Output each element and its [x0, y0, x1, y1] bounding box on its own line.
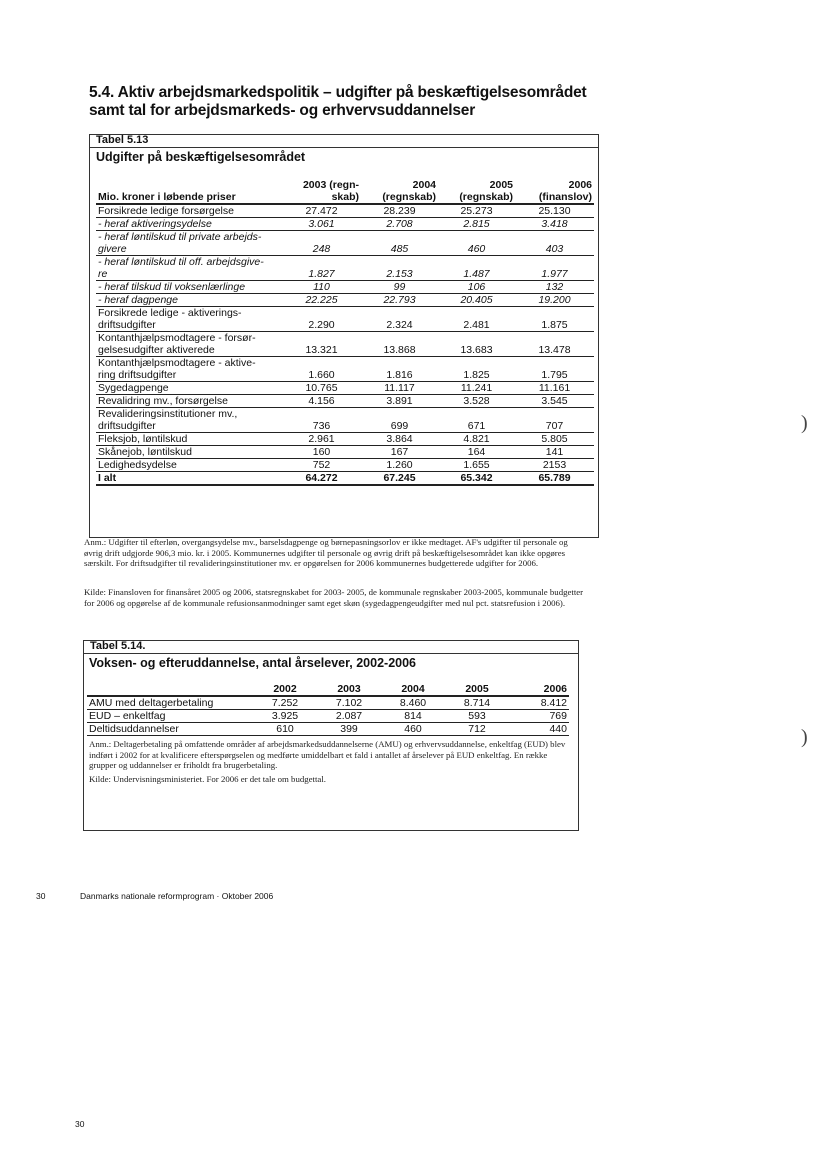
cell-value: 1.875: [515, 307, 594, 332]
table-header-row: [96, 179, 594, 204]
cell-value: 141: [515, 446, 594, 459]
cell-value: 460: [438, 231, 515, 256]
cell-value: 27.472: [282, 204, 361, 218]
section-title: 5.4. Aktiv arbejdsmarkedspolitik – udgifter på beskæftigelsesområdet samt tal for arbejdsmarkeds- og erhvervsuddannelser: [89, 84, 587, 119]
cell-value: 2.290: [282, 307, 361, 332]
row-label: Ledighedsydelse: [96, 459, 282, 472]
cell-value: 25.273: [438, 204, 515, 218]
row-label: - heraf tilskud til voksenlærlinge: [96, 281, 282, 294]
header-col-2005: 2005 (regnskab): [438, 179, 515, 204]
table-row: [87, 696, 569, 710]
cell-value: 11.161: [515, 382, 594, 395]
cell-value: 65.342: [438, 472, 515, 486]
row-label: Fleksjob, løntilskud: [96, 433, 282, 446]
cell-value: 99: [361, 281, 438, 294]
table-row: [96, 446, 594, 459]
table-row: [96, 332, 594, 357]
table-row: [96, 357, 594, 382]
row-label: Kontanthjælpsmodtagere - forsør- gelsesudgifter aktiverede: [96, 332, 282, 357]
cell-value: 1.260: [361, 459, 438, 472]
row-label: - heraf løntilskud til private arbejds- givere: [96, 231, 282, 256]
header-col-2005: 2005: [445, 683, 509, 696]
cell-value: 3.925: [253, 710, 317, 723]
cell-value: 10.765: [282, 382, 361, 395]
row-label: Deltidsuddannelser: [87, 723, 253, 736]
cell-value: 19.200: [515, 294, 594, 307]
table-row: [87, 710, 569, 723]
cell-value: 11.117: [361, 382, 438, 395]
cell-value: 8.714: [445, 696, 509, 710]
cell-value: 11.241: [438, 382, 515, 395]
cell-value: 4.821: [438, 433, 515, 446]
cell-value: 8.412: [509, 696, 569, 710]
row-label: Revalidring mv., forsørgelse: [96, 395, 282, 408]
cell-value: 20.405: [438, 294, 515, 307]
cell-value: 110: [282, 281, 361, 294]
row-label: Kontanthjælpsmodtagere - aktive- ring driftsudgifter: [96, 357, 282, 382]
cell-value: 13.478: [515, 332, 594, 357]
header-col-2003: 2003 (regn- skab): [282, 179, 361, 204]
cell-value: 106: [438, 281, 515, 294]
header-col-2003: 2003: [317, 683, 381, 696]
row-label: - heraf dagpenge: [96, 294, 282, 307]
cell-value: 13.868: [361, 332, 438, 357]
cell-value: 2153: [515, 459, 594, 472]
cell-value: 403: [515, 231, 594, 256]
cell-value: 248: [282, 231, 361, 256]
cell-value: 2.153: [361, 256, 438, 281]
cell-value: 752: [282, 459, 361, 472]
cell-value: 7.102: [317, 696, 381, 710]
cell-value: 2.815: [438, 218, 515, 231]
row-label: - heraf aktiveringsydelse: [96, 218, 282, 231]
header-col-2006: 2006 (finanslov): [515, 179, 594, 204]
header-rowlabel: Mio. kroner i løbende priser: [96, 179, 282, 204]
cell-value: 3.891: [361, 395, 438, 408]
cell-value: 13.321: [282, 332, 361, 357]
expenditure-table: [96, 179, 594, 486]
cell-value: 1.795: [515, 357, 594, 382]
cell-value: 2.961: [282, 433, 361, 446]
table-row: [96, 281, 594, 294]
margin-paren-mark: ): [801, 726, 808, 748]
page-number-bottom: 30: [75, 1119, 85, 1129]
cell-value: 712: [445, 723, 509, 736]
cell-value: 8.460: [381, 696, 445, 710]
table-5-13-header-rule: [89, 147, 598, 148]
footer-text: Danmarks nationale reformprogram · Oktober 2006: [80, 891, 274, 901]
cell-value: 2.481: [438, 307, 515, 332]
header-col-2004: 2004 (regnskab): [361, 179, 438, 204]
table-5-13-label: Tabel 5.13: [96, 134, 149, 146]
cell-value: 814: [381, 710, 445, 723]
cell-value: 1.660: [282, 357, 361, 382]
table-row: [96, 294, 594, 307]
cell-value: 160: [282, 446, 361, 459]
table-row: [96, 307, 594, 332]
cell-value: 1.655: [438, 459, 515, 472]
table-5-13-note: Anm.: Udgifter til efterløn, overgangsydelse mv., barselsdagpenge og børnepasningsorlov er ikke medtaget. AF's udgifter til personale og øvrig drift udgjorde 906,3 mio. kr. i 2005. Kommunernes udgifter til personale og øvrig drift på beskæftigelsesområdet kan ikke opgøres særskilt. For driftsudgifter til revalideringsinstitutioner mv. er opgørelsen for 2006 kommunernes budgetterede udgifter for 2006.: [84, 537, 568, 569]
table-row: [96, 459, 594, 472]
table-row: [96, 433, 594, 446]
table-row: [96, 382, 594, 395]
row-label: Skånejob, løntilskud: [96, 446, 282, 459]
cell-value: 25.130: [515, 204, 594, 218]
cell-value: 132: [515, 281, 594, 294]
cell-value: 671: [438, 408, 515, 433]
table-5-14-source: Kilde: Undervisningsministeriet. For 2006 er det tale om budgettal.: [89, 774, 326, 784]
table-5-14-header-rule: [83, 653, 578, 654]
table-row: [96, 218, 594, 231]
cell-value: 67.245: [361, 472, 438, 486]
table-header-row: [87, 683, 569, 696]
table-5-14-note: Anm.: Deltagerbetaling på omfattende områder af arbejdsmarkedsuddannelserne (AMU) og erhvervsuddannelse, enkeltfag (EUD) blev indført i 2002 for at kvalificere efterspørgselen og medførte umiddelbart et fald i antallet af årselever på EUD enkeltfag. En række grupper og uddannelser er friholdt fra brugerbetaling.: [89, 739, 566, 771]
table-5-13-source: Kilde: Finansloven for finansåret 2005 og 2006, statsregnskabet for 2003- 2005, de kommunale regnskaber 2003-2005, kommunale budgetter for 2006 og opgørelse af de kommunale refusionsanmodninger samt eget skøn (sygedagpengeudgifter med nul pct. statsrefusion i 2006).: [84, 587, 584, 608]
table-row: [96, 231, 594, 256]
cell-value: 2.087: [317, 710, 381, 723]
cell-value: 28.239: [361, 204, 438, 218]
cell-value: 736: [282, 408, 361, 433]
cell-value: 440: [509, 723, 569, 736]
margin-paren-mark: ): [801, 412, 808, 434]
cell-value: 485: [361, 231, 438, 256]
table-5-14-title: Voksen- og efteruddannelse, antal årselever, 2002-2006: [89, 656, 417, 670]
cell-value: 1.827: [282, 256, 361, 281]
cell-value: 3.864: [361, 433, 438, 446]
cell-value: 699: [361, 408, 438, 433]
row-label: Forsikrede ledige - aktiverings- driftsudgifter: [96, 307, 282, 332]
footer-page-number: 30: [36, 891, 46, 901]
row-label: Forsikrede ledige forsørgelse: [96, 204, 282, 218]
table-row: [87, 723, 569, 736]
cell-value: 167: [361, 446, 438, 459]
cell-value: 65.789: [515, 472, 594, 486]
cell-value: 22.225: [282, 294, 361, 307]
cell-value: 3.418: [515, 218, 594, 231]
row-label: Revalideringsinstitutioner mv., driftsudgifter: [96, 408, 282, 433]
header-col-2004: 2004: [381, 683, 445, 696]
cell-value: 3.545: [515, 395, 594, 408]
cell-value: 2.708: [361, 218, 438, 231]
cell-value: 64.272: [282, 472, 361, 486]
table-row: [96, 204, 594, 218]
row-label: Sygedagpenge: [96, 382, 282, 395]
cell-value: 707: [515, 408, 594, 433]
cell-value: 3.061: [282, 218, 361, 231]
total-row: [96, 472, 594, 486]
cell-value: 2.324: [361, 307, 438, 332]
cell-value: 22.793: [361, 294, 438, 307]
cell-value: 769: [509, 710, 569, 723]
cell-value: 1.816: [361, 357, 438, 382]
table-row: [96, 395, 594, 408]
cell-value: 399: [317, 723, 381, 736]
cell-value: 164: [438, 446, 515, 459]
cell-value: 3.528: [438, 395, 515, 408]
row-label: - heraf løntilskud til off. arbejdsgive- re: [96, 256, 282, 281]
table-row: [96, 408, 594, 433]
table-5-14-label: Tabel 5.14.: [90, 640, 146, 652]
cell-value: 5.805: [515, 433, 594, 446]
cell-value: 1.825: [438, 357, 515, 382]
education-table: [87, 683, 569, 736]
cell-value: 593: [445, 710, 509, 723]
cell-value: 7.252: [253, 696, 317, 710]
cell-value: 4.156: [282, 395, 361, 408]
row-label: AMU med deltagerbetaling: [87, 696, 253, 710]
header-col-2002: 2002: [253, 683, 317, 696]
header-col-2006: 2006: [509, 683, 569, 696]
table-5-13-title: Udgifter på beskæftigelsesområdet: [96, 150, 306, 164]
cell-value: 1.487: [438, 256, 515, 281]
table-row: [96, 256, 594, 281]
row-label: I alt: [96, 472, 282, 486]
cell-value: 13.683: [438, 332, 515, 357]
cell-value: 460: [381, 723, 445, 736]
cell-value: 610: [253, 723, 317, 736]
row-label: EUD – enkeltfag: [87, 710, 253, 723]
cell-value: 1.977: [515, 256, 594, 281]
